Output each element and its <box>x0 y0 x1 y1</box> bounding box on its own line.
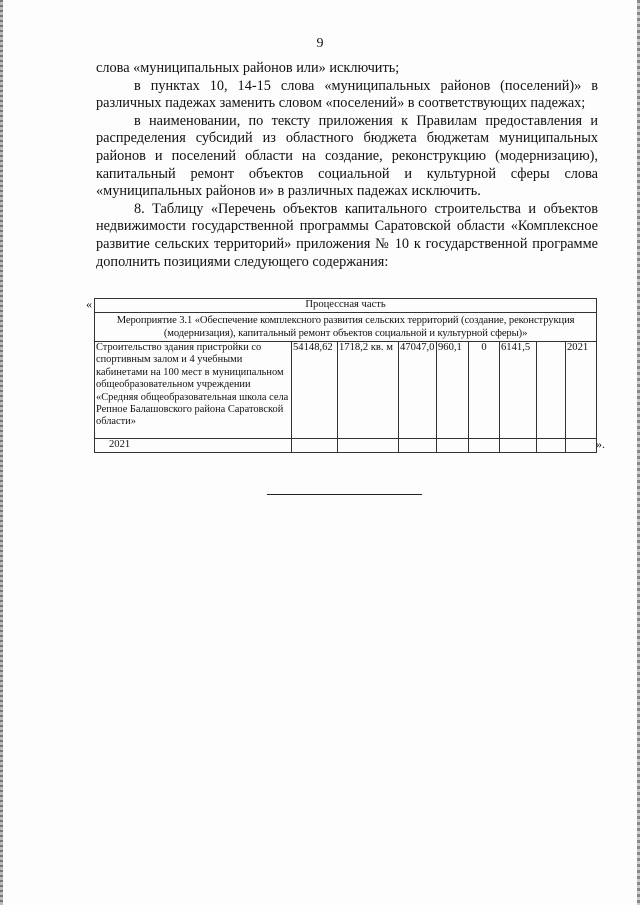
year-row-cell <box>566 439 597 453</box>
table-quote-close: ». <box>596 437 605 451</box>
object-name: Строительство здания пристройки со спортивным залом и 4 учебными кабинетами на 100 мест в муниципальном общеобразовательном учреждении «Средняя общеобразовательная школа села Репное Балашовского района Саратовской области» <box>95 342 292 439</box>
end-rule <box>267 494 422 495</box>
object-col6: 6141,5 <box>500 342 537 439</box>
table-row-section <box>95 299 597 313</box>
object-col4: 960,1 <box>437 342 469 439</box>
year-row-cell <box>537 439 566 453</box>
section-title: Процессная часть <box>95 299 597 313</box>
year-row-cell <box>338 439 399 453</box>
year-row-label: 2021 <box>95 439 292 453</box>
object-capacity: 1718,2 кв. м <box>338 342 399 439</box>
year-row-cell <box>469 439 500 453</box>
object-year: 2021 <box>566 342 597 439</box>
paragraph-2: в пунктах 10, 14-15 слова «муниципальных районов (поселений)» в различных падежах заменить словом «поселений» в соответствующих падежах; <box>96 77 598 112</box>
year-row-cell <box>500 439 537 453</box>
table-quote-open: « <box>86 297 92 311</box>
year-row-cell <box>437 439 469 453</box>
paragraph-3: в наименовании, по тексту приложения к Правилам предоставления и распределения субсидий из областного бюджета бюджетам муниципальных районов и поселений области на создание, реконструкцию (модернизацию), капитальный ремонт объектов социальной и культурной сферы слова «муниципальных районов и» в различных падежах исключить. <box>96 112 598 200</box>
scan-edge-left <box>0 0 3 905</box>
table-row-event <box>95 313 597 342</box>
page-number: 9 <box>316 36 324 51</box>
year-row-cell <box>292 439 338 453</box>
event-title: Мероприятие 3.1 «Обеспечение комплексного развития сельских территорий (создание, реконструкция (модернизация), капитальный ремонт объектов социальной и культурной сферы)» <box>95 313 597 342</box>
objects-table <box>94 298 597 453</box>
table-row-object <box>95 342 597 439</box>
paragraph-1: слова «муниципальных районов или» исключить; <box>96 60 400 76</box>
year-row-cell <box>399 439 437 453</box>
object-col5: 0 <box>469 342 500 439</box>
body-text <box>96 60 598 271</box>
object-cost: 54148,62 <box>292 342 338 439</box>
object-col7 <box>537 342 566 439</box>
table-row-year <box>95 439 597 453</box>
object-col3: 47047,0 <box>399 342 437 439</box>
paragraph-4: 8. Таблицу «Перечень объектов капитального строительства и объектов недвижимости государственной программы Саратовской области «Комплексное развитие сельских территорий» приложения № 10 к государственной программе дополнить позициями следующего содержания: <box>96 200 598 270</box>
